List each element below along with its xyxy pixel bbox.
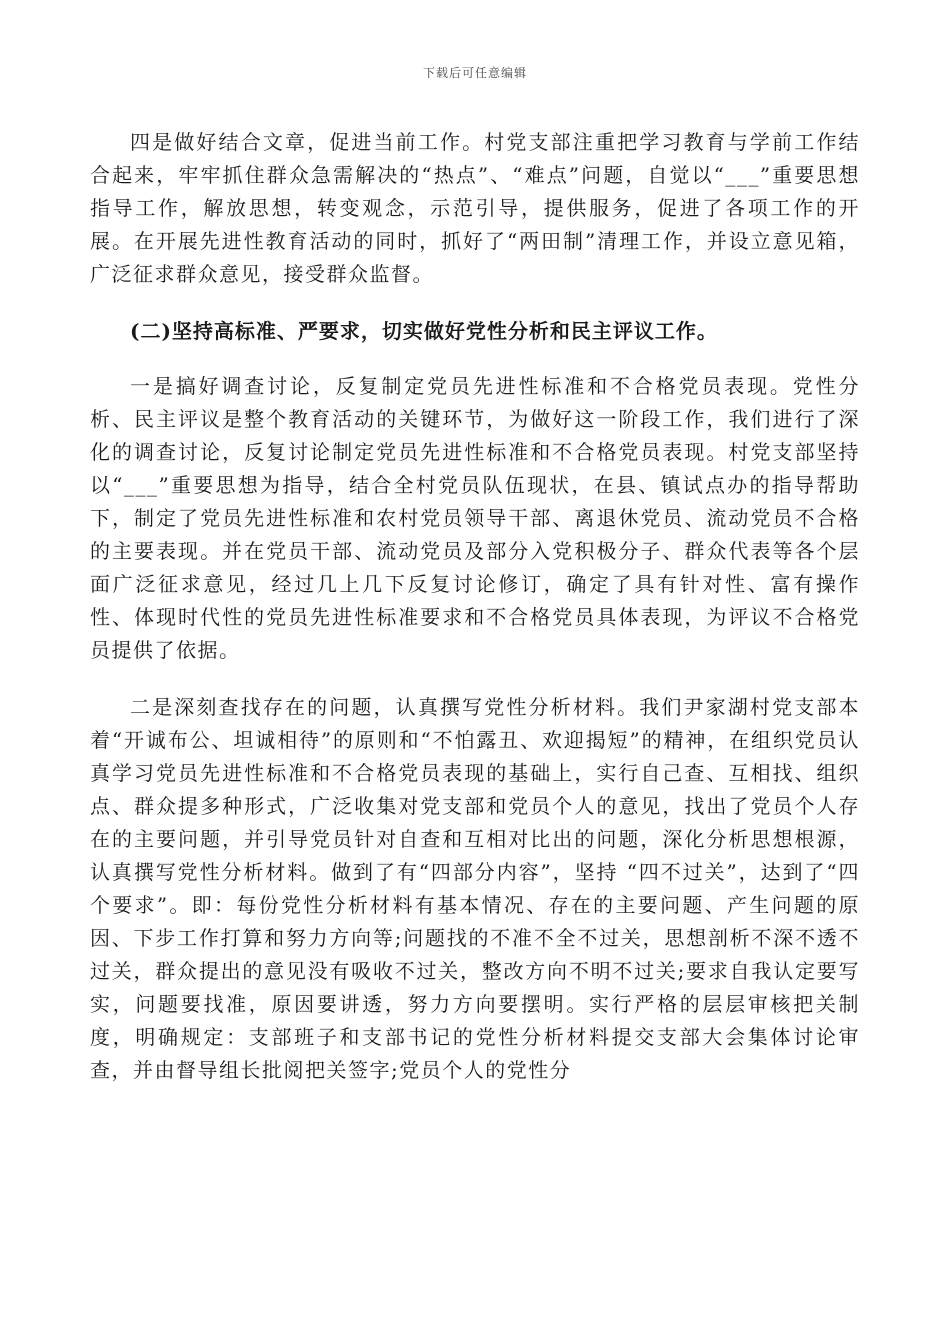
section-heading-2: (二)坚持高标准、严要求，切实做好党性分析和民主评议工作。 (130, 319, 718, 343)
document-body (90, 126, 860, 1087)
paragraph-1: 四是做好结合文章，促进当前工作。村党支部注重把学习教育与学前工作结合起来，牢牢抓住群众急需解决的“热点”、“难点”问题，自觉以“___”重要思想指导工作，解放思想，转变观念，示范引导，提供服务，促进了各项工作的开展。在开展先进性教育活动的同时，抓好了“两田制”清理工作，并设立意见箱，广泛征求群众意见，接受群众监督。 (90, 130, 860, 286)
page-header-note: 下载后可任意编辑 (422, 66, 527, 80)
paragraph-3: 二是深刻查找存在的问题，认真撰写党性分析材料。我们尹家湖村党支部本着“开诚布公、坦诚相待”的原则和“不怕露丑、欢迎揭短”的精神，在组织党员认真学习党员先进性标准和不合格党员表现的基础上，实行自己查、互相找、组织点、群众提多种形式，广泛收集对党支部和党员个人的意见，找出了党员个人存在的主要问题，并引导党员针对自查和互相对比出的问题，深化分析思想根源，认真撰写党性分析材料。做到了有“四部分内容”，坚持 “四不过关”，达到了“四个要求”。即：每份党性分析材料有基本情况、存在的主要问题、产生问题的原因、下步工作打算和努力方向等;问题找的不准不全不过关，思想剖析不深不透不过关，群众提出的意见没有吸收不过关，整改方向不明不过关;要求自我认定要写实，问题要找准，原因要讲透，努力方向要摆明。实行严格的层层审核把关制度，明确规定：支部班子和支部书记的党性分析材料提交支部大会集体讨论审查，并由督导组长批阅把关签字;党员个人的党性分 (90, 695, 860, 1082)
paragraph-2: 一是搞好调查讨论，反复制定党员先进性标准和不合格党员表现。党性分析、民主评议是整个教育活动的关键环节，为做好这一阶段工作，我们进行了深化的调查讨论，反复讨论制定党员先进性标准和不合格党员表现。村党支部坚持以“___”重要思想为指导，结合全村党员队伍现状，在县、镇试点办的指导帮助下，制定了党员先进性标准和农村党员领导干部、离退休党员、流动党员不合格的主要表现。并在党员干部、流动党员及部分入党积极分子、群众代表等各个层面广泛征求意见，经过几上几下反复讨论修订，确定了具有针对性、富有操作性、体现时代性的党员先进性标准要求和不合格党员具体表现，为评议不合格党员提供了依据。 (90, 374, 860, 662)
